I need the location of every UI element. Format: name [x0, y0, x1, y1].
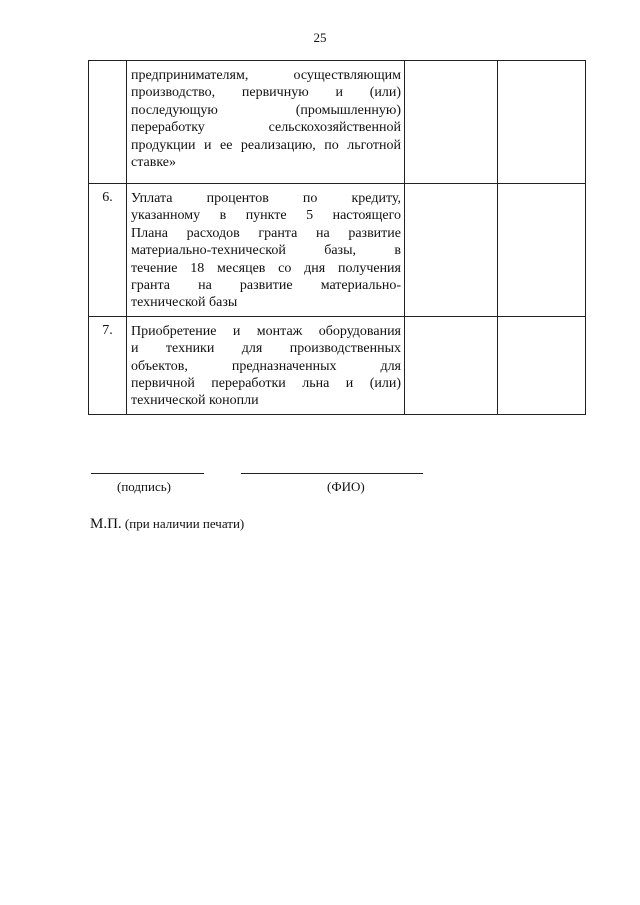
row-text-line: последующую (промышленную) [131, 102, 401, 118]
stamp-mark: М.П. [90, 516, 122, 532]
row-description [127, 316, 405, 414]
row-text-line: и техники для производственных [131, 341, 401, 357]
row-amount-cell [405, 184, 498, 317]
row-text-line: указанному в пункте 5 настоящего [131, 208, 401, 224]
stamp-note [90, 516, 244, 533]
row-description [127, 184, 405, 317]
table-row [89, 61, 586, 184]
row-text-line: ставке» [131, 155, 176, 171]
full-name-label: (ФИО) [327, 479, 365, 494]
row-number [89, 61, 127, 184]
table-row [89, 316, 586, 414]
row-text-line: материально-технической базы, в [131, 243, 401, 259]
row-text-line: Приобретение и монтаж оборудования [131, 323, 401, 339]
row-note-cell [498, 184, 586, 317]
signature-line [91, 473, 204, 474]
row-text-line: Плана расходов гранта на развитие [131, 225, 401, 241]
full-name-line [241, 473, 423, 474]
row-text-line: течение 18 месяцев со дня получения [131, 260, 401, 276]
row-text-line: продукции и ее реализацию, по льготной [131, 137, 401, 153]
row-text-line: первичной переработки льна и (или) [131, 376, 401, 392]
row-number: 6. [89, 184, 127, 317]
table-row [89, 184, 586, 317]
row-text-line: технической конопли [131, 393, 259, 409]
row-text-line: Уплата процентов по кредиту, [131, 191, 401, 206]
row-text-line: объектов, предназначенных для [131, 358, 401, 374]
row-text-line: переработку сельскохозяйственной [131, 120, 401, 136]
row-note-cell [498, 316, 586, 414]
row-text-line: производство, первичную и (или) [131, 85, 401, 101]
row-text-line: технической базы [131, 295, 238, 311]
row-amount-cell [405, 61, 498, 184]
row-number: 7. [89, 316, 127, 414]
signature-label: (подпись) [117, 479, 171, 494]
row-note-cell [498, 61, 586, 184]
row-description [127, 61, 405, 184]
row-text-line: гранта на развитие материально- [131, 278, 401, 294]
row-text-line: предпринимателям, осуществляющим [131, 68, 401, 83]
expense-plan-table [88, 60, 586, 415]
page-number: 25 [313, 30, 327, 45]
stamp-note-text: (при наличии печати) [124, 516, 245, 531]
row-amount-cell [405, 316, 498, 414]
